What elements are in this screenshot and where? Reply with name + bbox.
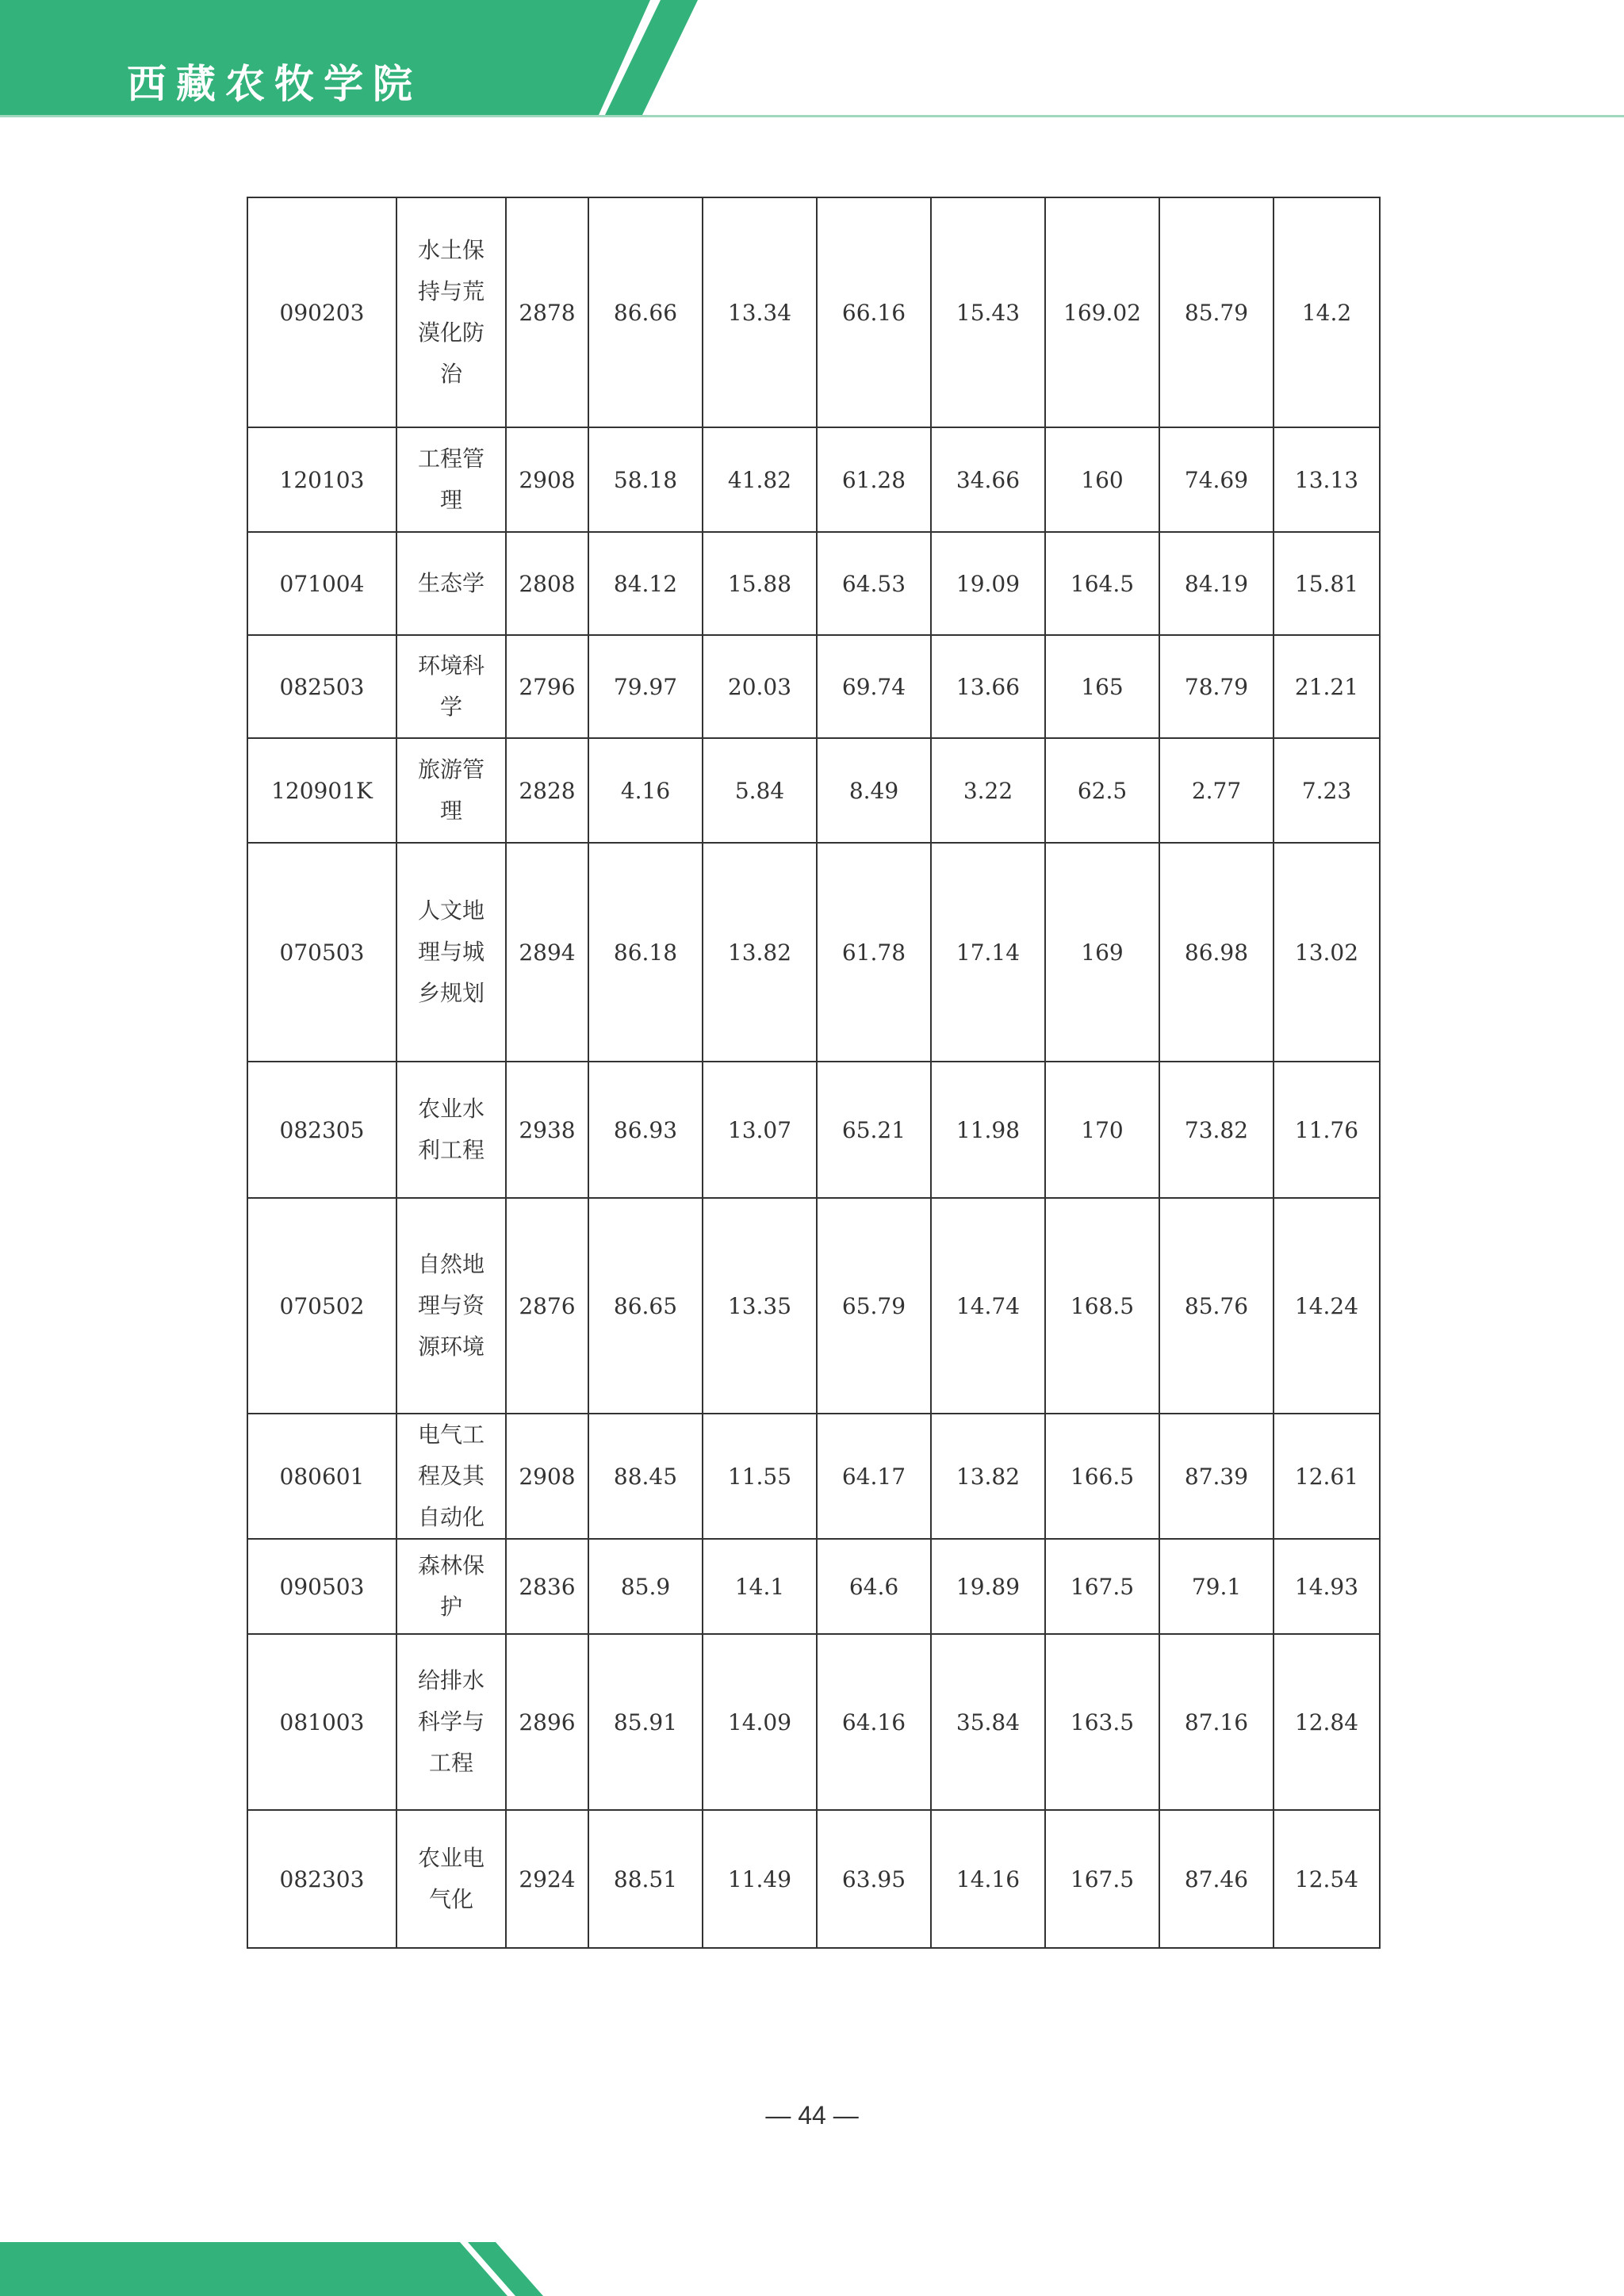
- value-cell: 2.77: [1159, 738, 1274, 843]
- value-cell: 4.16: [588, 738, 703, 843]
- table-row: [247, 1414, 1380, 1539]
- value-cell: 15.43: [931, 197, 1045, 427]
- program-name-cell: 给排水科学与工程: [396, 1634, 506, 1810]
- value-cell: 64.16: [817, 1634, 931, 1810]
- value-cell: 2808: [506, 532, 588, 635]
- program-name-cell: 旅游管理: [396, 738, 506, 843]
- program-code-cell: 070503: [247, 843, 396, 1062]
- table-row: [247, 1634, 1380, 1810]
- value-cell: 66.16: [817, 197, 931, 427]
- value-cell: 13.82: [931, 1414, 1045, 1539]
- value-cell: 20.03: [703, 635, 817, 738]
- value-cell: 169: [1045, 843, 1159, 1062]
- program-code-cell: 120103: [247, 427, 396, 532]
- value-cell: 2828: [506, 738, 588, 843]
- program-name-cell: 工程管理: [396, 427, 506, 532]
- value-cell: 167.5: [1045, 1539, 1159, 1634]
- value-cell: 12.84: [1274, 1634, 1380, 1810]
- value-cell: 19.89: [931, 1539, 1045, 1634]
- value-cell: 14.74: [931, 1198, 1045, 1414]
- value-cell: 62.5: [1045, 738, 1159, 843]
- program-name-cell: 水土保持与荒漠化防治: [396, 197, 506, 427]
- value-cell: 79.97: [588, 635, 703, 738]
- value-cell: 65.21: [817, 1062, 931, 1198]
- program-code-cell: 120901K: [247, 738, 396, 843]
- table-row: [247, 843, 1380, 1062]
- value-cell: 78.79: [1159, 635, 1274, 738]
- value-cell: 169.02: [1045, 197, 1159, 427]
- header-title: 西藏农牧学院: [127, 60, 422, 107]
- value-cell: 74.69: [1159, 427, 1274, 532]
- program-code-cell: 082503: [247, 635, 396, 738]
- value-cell: 65.79: [817, 1198, 931, 1414]
- value-cell: 64.53: [817, 532, 931, 635]
- value-cell: 2908: [506, 427, 588, 532]
- value-cell: 14.09: [703, 1634, 817, 1810]
- value-cell: 35.84: [931, 1634, 1045, 1810]
- program-code-cell: 090503: [247, 1539, 396, 1634]
- value-cell: 79.1: [1159, 1539, 1274, 1634]
- table-row: [247, 1062, 1380, 1198]
- value-cell: 41.82: [703, 427, 817, 532]
- value-cell: 2896: [506, 1634, 588, 1810]
- value-cell: 163.5: [1045, 1634, 1159, 1810]
- value-cell: 7.23: [1274, 738, 1380, 843]
- value-cell: 84.19: [1159, 532, 1274, 635]
- value-cell: 13.34: [703, 197, 817, 427]
- table-row: [247, 1198, 1380, 1414]
- program-name-cell: 森林保护: [396, 1539, 506, 1634]
- value-cell: 8.49: [817, 738, 931, 843]
- value-cell: 160: [1045, 427, 1159, 532]
- value-cell: 87.16: [1159, 1634, 1274, 1810]
- table-row: [247, 532, 1380, 635]
- value-cell: 13.13: [1274, 427, 1380, 532]
- table-row: [247, 1539, 1380, 1634]
- value-cell: 168.5: [1045, 1198, 1159, 1414]
- value-cell: 11.76: [1274, 1062, 1380, 1198]
- program-code-cell: 071004: [247, 532, 396, 635]
- value-cell: 2878: [506, 197, 588, 427]
- program-code-cell: 090203: [247, 197, 396, 427]
- value-cell: 86.93: [588, 1062, 703, 1198]
- value-cell: 19.09: [931, 532, 1045, 635]
- footer-banner: [0, 2242, 1624, 2296]
- value-cell: 14.1: [703, 1539, 817, 1634]
- value-cell: 13.02: [1274, 843, 1380, 1062]
- program-table: [247, 197, 1381, 1949]
- program-name-cell: 人文地理与城乡规划: [396, 843, 506, 1062]
- value-cell: 58.18: [588, 427, 703, 532]
- value-cell: 12.54: [1274, 1810, 1380, 1948]
- value-cell: 88.51: [588, 1810, 703, 1948]
- value-cell: 2908: [506, 1414, 588, 1539]
- table-row: [247, 427, 1380, 532]
- value-cell: 87.39: [1159, 1414, 1274, 1539]
- value-cell: 85.76: [1159, 1198, 1274, 1414]
- value-cell: 2924: [506, 1810, 588, 1948]
- value-cell: 14.93: [1274, 1539, 1380, 1634]
- value-cell: 3.22: [931, 738, 1045, 843]
- value-cell: 2894: [506, 843, 588, 1062]
- program-name-cell: 电气工程及其自动化: [396, 1414, 506, 1539]
- program-name-cell: 自然地理与资源环境: [396, 1198, 506, 1414]
- program-code-cell: 080601: [247, 1414, 396, 1539]
- value-cell: 14.2: [1274, 197, 1380, 427]
- value-cell: 88.45: [588, 1414, 703, 1539]
- value-cell: 166.5: [1045, 1414, 1159, 1539]
- value-cell: 64.6: [817, 1539, 931, 1634]
- value-cell: 11.55: [703, 1414, 817, 1539]
- value-cell: 17.14: [931, 843, 1045, 1062]
- value-cell: 11.98: [931, 1062, 1045, 1198]
- value-cell: 61.28: [817, 427, 931, 532]
- value-cell: 5.84: [703, 738, 817, 843]
- value-cell: 61.78: [817, 843, 931, 1062]
- value-cell: 86.65: [588, 1198, 703, 1414]
- value-cell: 73.82: [1159, 1062, 1274, 1198]
- value-cell: 2876: [506, 1198, 588, 1414]
- value-cell: 13.07: [703, 1062, 817, 1198]
- value-cell: 13.66: [931, 635, 1045, 738]
- value-cell: 34.66: [931, 427, 1045, 532]
- value-cell: 64.17: [817, 1414, 931, 1539]
- value-cell: 69.74: [817, 635, 931, 738]
- program-code-cell: 082305: [247, 1062, 396, 1198]
- table-row: [247, 1810, 1380, 1948]
- value-cell: 13.35: [703, 1198, 817, 1414]
- program-code-cell: 082303: [247, 1810, 396, 1948]
- value-cell: 164.5: [1045, 532, 1159, 635]
- program-name-cell: 生态学: [396, 532, 506, 635]
- table-row: [247, 197, 1380, 427]
- program-code-cell: 070502: [247, 1198, 396, 1414]
- value-cell: 2938: [506, 1062, 588, 1198]
- value-cell: 87.46: [1159, 1810, 1274, 1948]
- value-cell: 14.24: [1274, 1198, 1380, 1414]
- value-cell: 13.82: [703, 843, 817, 1062]
- value-cell: 85.91: [588, 1634, 703, 1810]
- table-row: [247, 738, 1380, 843]
- value-cell: 84.12: [588, 532, 703, 635]
- value-cell: 11.49: [703, 1810, 817, 1948]
- program-name-cell: 农业水利工程: [396, 1062, 506, 1198]
- value-cell: 15.88: [703, 532, 817, 635]
- value-cell: 2796: [506, 635, 588, 738]
- value-cell: 86.66: [588, 197, 703, 427]
- value-cell: 86.18: [588, 843, 703, 1062]
- value-cell: 14.16: [931, 1810, 1045, 1948]
- page-number: — 44 —: [765, 2101, 859, 2130]
- value-cell: 85.9: [588, 1539, 703, 1634]
- value-cell: 21.21: [1274, 635, 1380, 738]
- value-cell: 2836: [506, 1539, 588, 1634]
- value-cell: 86.98: [1159, 843, 1274, 1062]
- program-name-cell: 农业电气化: [396, 1810, 506, 1948]
- value-cell: 85.79: [1159, 197, 1274, 427]
- value-cell: 63.95: [817, 1810, 931, 1948]
- value-cell: 165: [1045, 635, 1159, 738]
- table-body: [247, 197, 1380, 1948]
- table-row: [247, 635, 1380, 738]
- value-cell: 170: [1045, 1062, 1159, 1198]
- value-cell: 15.81: [1274, 532, 1380, 635]
- value-cell: 12.61: [1274, 1414, 1380, 1539]
- program-code-cell: 081003: [247, 1634, 396, 1810]
- value-cell: 167.5: [1045, 1810, 1159, 1948]
- program-name-cell: 环境科学: [396, 635, 506, 738]
